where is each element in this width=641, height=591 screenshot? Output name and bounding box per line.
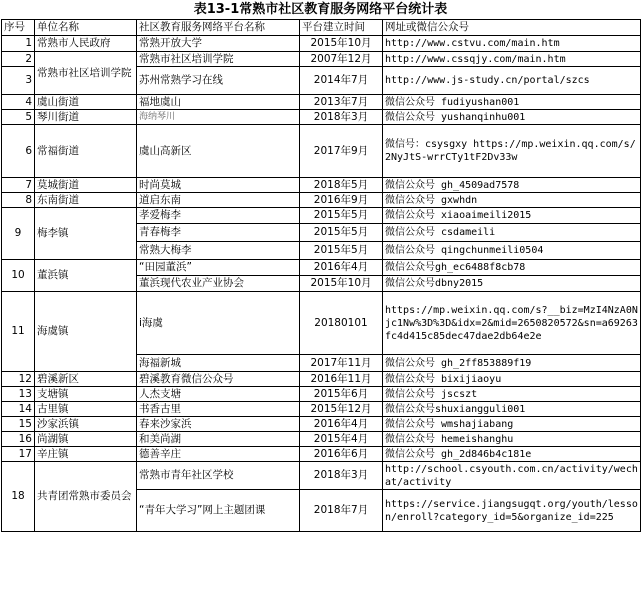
row-number: 14 (2, 402, 35, 417)
url-or-wechat: 微信公众号 bixijiaoyu (383, 372, 641, 387)
table-row (2, 372, 641, 387)
unit-name: 海虞镇 (35, 292, 137, 372)
platform-name: 常熟开放大学 (137, 36, 300, 52)
unit-name: 共青团常熟市委员会 (35, 462, 137, 532)
table-row (2, 95, 641, 110)
url-or-wechat: 微信号：csysgxy https://mp.weixin.qq.com/s/2NyJtS-wrrCTy1tF2Dv33w (383, 125, 641, 178)
platform-name: 苏州常熟学习在线 (137, 67, 300, 95)
url-or-wechat: 微信公众号 qingchunmeili0504 (383, 242, 641, 260)
table-row (2, 52, 641, 67)
table-title: 表13-1常熟市社区教育服务网络平台统计表 (193, 2, 448, 17)
platform-name: 虞山高新区 (137, 125, 300, 178)
unit-name: 支塘镇 (35, 387, 137, 402)
platform-name: 青春梅李 (137, 224, 300, 242)
established-date: 2015年5月 (300, 224, 383, 242)
platform-name: 常熟大梅李 (137, 242, 300, 260)
established-date: 2015年4月 (300, 432, 383, 447)
unit-name: 琴川街道 (35, 110, 137, 125)
table-row (2, 178, 641, 193)
platform-name: 海福新城 (137, 355, 300, 372)
url-or-wechat: 微信公众号 gh_2ff853889f19 (383, 355, 641, 372)
row-number: 4 (2, 95, 35, 110)
unit-name: 古里镇 (35, 402, 137, 417)
unit-name: 董浜镇 (35, 260, 137, 292)
header-cell: 网址或微信公众号 (383, 20, 641, 36)
row-number: 12 (2, 372, 35, 387)
table-row (2, 447, 641, 462)
platform-name: “青年大学习”网上主题团课 (137, 490, 300, 532)
platform-name: 春来沙家浜 (137, 417, 300, 432)
unit-name: 常熟市人民政府 (35, 36, 137, 52)
platform-name: 常熟市青年社区学校 (137, 462, 300, 490)
url-or-wechat: 微信公众号 hemeishanghu (383, 432, 641, 447)
url-or-wechat: 微信公众号gh_ec6488f8cb78 (383, 260, 641, 276)
unit-name: 常熟市社区培训学院 (35, 52, 137, 95)
url-or-wechat: 微信公众号shuxiangguli001 (383, 402, 641, 417)
established-date: 2015年5月 (300, 208, 383, 224)
established-date: 2016年11月 (300, 372, 383, 387)
established-date: 2017年9月 (300, 125, 383, 178)
row-number: 8 (2, 193, 35, 208)
unit-name: 虞山街道 (35, 95, 137, 110)
platform-name: 书香古里 (137, 402, 300, 417)
table-header-row (2, 20, 641, 36)
header-cell: 单位名称 (35, 20, 137, 36)
row-number: 9 (2, 208, 35, 260)
table-row (2, 432, 641, 447)
row-number: 3 (2, 67, 35, 95)
established-date: 2018年7月 (300, 490, 383, 532)
table-row (2, 125, 641, 178)
url-or-wechat: http://www.js-study.cn/portal/szcs (383, 67, 641, 95)
established-date: 2018年3月 (300, 462, 383, 490)
row-number: 11 (2, 292, 35, 372)
established-date: 2014年7月 (300, 67, 383, 95)
table-row (2, 36, 641, 52)
url-or-wechat: 微信公众号dbny2015 (383, 276, 641, 292)
established-date: 2015年5月 (300, 242, 383, 260)
row-number: 10 (2, 260, 35, 292)
table-row (2, 387, 641, 402)
unit-name: 莫城街道 (35, 178, 137, 193)
established-date: 20180101 (300, 292, 383, 355)
platform-name: 董浜现代农业产业协会 (137, 276, 300, 292)
platform-name: “田园董浜” (137, 260, 300, 276)
established-date: 2018年5月 (300, 178, 383, 193)
table-row (2, 402, 641, 417)
table-row (2, 260, 641, 276)
established-date: 2018年3月 (300, 110, 383, 125)
unit-name: 东南街道 (35, 193, 137, 208)
url-or-wechat: 微信公众号 gh_2d846b4c181e (383, 447, 641, 462)
url-or-wechat: http://www.cstvu.com/main.htm (383, 36, 641, 52)
url-or-wechat: http://www.cssqjy.com/main.htm (383, 52, 641, 67)
established-date: 2016年4月 (300, 417, 383, 432)
platform-name: 海纳琴川 (137, 110, 300, 125)
platform-name: i海虞 (137, 292, 300, 355)
platform-name: 和美尚湖 (137, 432, 300, 447)
established-date: 2015年12月 (300, 402, 383, 417)
header-cell: 社区教育服务网络平台名称 (137, 20, 300, 36)
row-number: 6 (2, 125, 35, 178)
established-date: 2015年10月 (300, 36, 383, 52)
platform-name: 时尚莫城 (137, 178, 300, 193)
table-row (2, 193, 641, 208)
established-date: 2013年7月 (300, 95, 383, 110)
platform-name: 道启东南 (137, 193, 300, 208)
row-number: 5 (2, 110, 35, 125)
platform-name: 人杰支塘 (137, 387, 300, 402)
platform-name: 碧溪教育微信公众号 (137, 372, 300, 387)
url-or-wechat: 微信公众号 jscszt (383, 387, 641, 402)
established-date: 2015年10月 (300, 276, 383, 292)
platform-name: 德善辛庄 (137, 447, 300, 462)
row-number: 16 (2, 432, 35, 447)
statistics-table (1, 19, 641, 532)
established-date: 2015年6月 (300, 387, 383, 402)
row-number: 17 (2, 447, 35, 462)
established-date: 2017年11月 (300, 355, 383, 372)
url-or-wechat: https://mp.weixin.qq.com/s?__biz=MzI4NzA0Njc1Nw%3D%3D&idx=2&mid=2650820572&sn=a69263fc4d415c85dec47dae2db64e2e (383, 292, 641, 355)
unit-name: 梅李镇 (35, 208, 137, 260)
established-date: 2016年4月 (300, 260, 383, 276)
url-or-wechat: 微信公众号 fudiyushan001 (383, 95, 641, 110)
row-number: 18 (2, 462, 35, 532)
unit-name: 辛庄镇 (35, 447, 137, 462)
url-or-wechat: 微信公众号 gh_4509ad7578 (383, 178, 641, 193)
url-or-wechat: 微信公众号 csdameili (383, 224, 641, 242)
unit-name: 尚湖镇 (35, 432, 137, 447)
table-row (2, 208, 641, 224)
url-or-wechat: https://service.jiangsugqt.org/youth/lesson/enroll?category_id=5&organize_id=225 (383, 490, 641, 532)
established-date: 2016年6月 (300, 447, 383, 462)
row-number: 13 (2, 387, 35, 402)
unit-name: 常福街道 (35, 125, 137, 178)
table-row (2, 417, 641, 432)
url-or-wechat: 微信公众号 wmshajiabang (383, 417, 641, 432)
url-or-wechat: http://school.csyouth.com.cn/activity/wechat/activity (383, 462, 641, 490)
url-or-wechat: 微信公众号 xiaoaimeili2015 (383, 208, 641, 224)
table-row (2, 462, 641, 490)
table-row (2, 292, 641, 355)
established-date: 2016年9月 (300, 193, 383, 208)
url-or-wechat: 微信公众号 yushanqinhu001 (383, 110, 641, 125)
row-number: 2 (2, 52, 35, 67)
url-or-wechat: 微信公众号 gxwhdn (383, 193, 641, 208)
unit-name: 碧溪新区 (35, 372, 137, 387)
platform-name: 常熟市社区培训学院 (137, 52, 300, 67)
row-number: 15 (2, 417, 35, 432)
unit-name: 沙家浜镇 (35, 417, 137, 432)
row-number: 7 (2, 178, 35, 193)
header-cell: 序号 (2, 20, 35, 36)
established-date: 2007年12月 (300, 52, 383, 67)
row-number: 1 (2, 36, 35, 52)
header-cell: 平台建立时间 (300, 20, 383, 36)
platform-name: 孝爱梅李 (137, 208, 300, 224)
table-row (2, 110, 641, 125)
platform-name: 福地虞山 (137, 95, 300, 110)
